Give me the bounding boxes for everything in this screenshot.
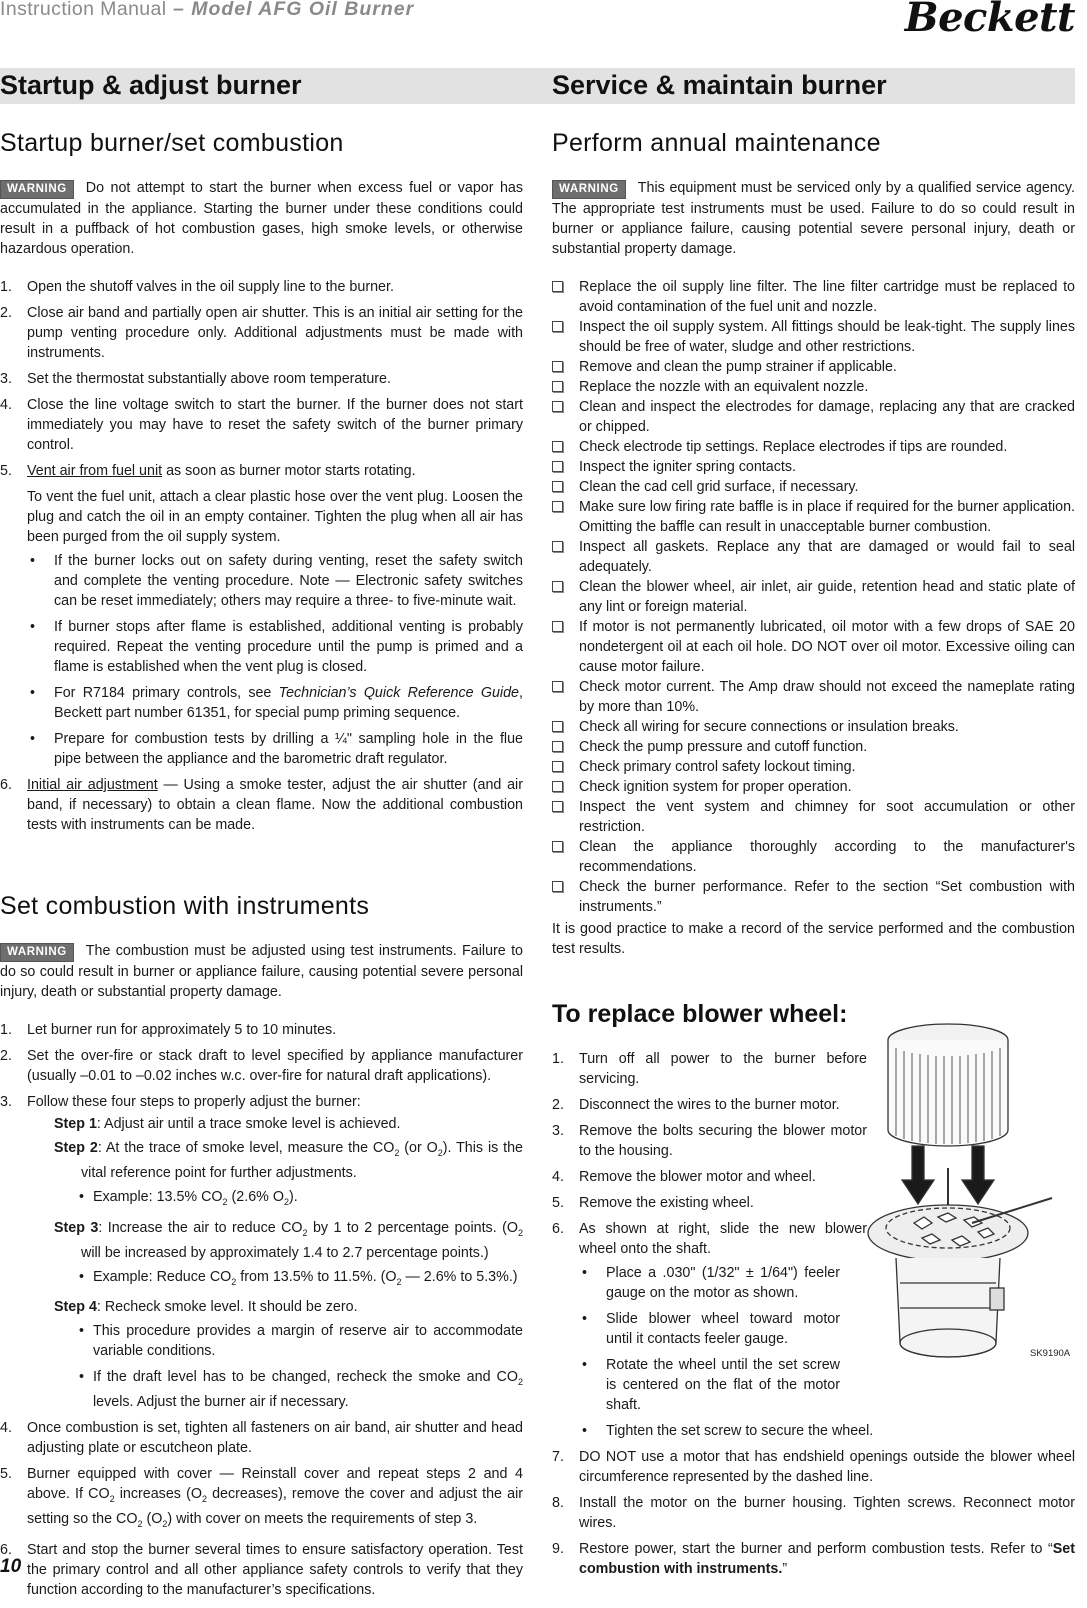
bullet-item: • For R7184 primary controls, see Technician’s Quick Reference Guide, Beckett part number 61351, for special pump priming sequence. <box>30 685 523 721</box>
list-item: 3. Remove the bolts securing the blower motor to the housing. <box>552 1123 867 1159</box>
list-item: 2. Close air band and partially open air shutter. This is an initial air setting for the pump venting procedure only. Additional adjustments must be made with instruments. <box>0 305 523 361</box>
annual-heading: Perform annual maintenance <box>552 129 881 157</box>
page-header <box>0 0 1087 41</box>
left-column <box>0 124 523 1608</box>
checklist-item: Check all wiring for secure connections or insulation breaks. <box>552 717 1075 737</box>
bullet-item: • Prepare for combustion tests by drilling a ¼" sampling hole in the flue pipe between the appliance and the barometric draft regulator. <box>30 731 523 767</box>
checklist-item: Replace the nozzle with an equivalent nozzle. <box>552 377 1075 397</box>
bullet-item: • Example: Reduce $CO_2$ from 13.5% to 11.5%. ($O_2$ — 2.6% to 5.3%.) <box>79 1268 518 1287</box>
bullet-item: • Example: 13.5% $CO_2$ (2.6% $O_2$). <box>79 1188 298 1207</box>
maintenance-note: It is good practice to make a record of the service performed and the combustion test results. <box>552 921 1075 957</box>
warning-badge: WARNING <box>0 180 74 199</box>
checklist-item: Check the burner performance. Refer to the section “Set combustion with instruments.” <box>552 877 1075 917</box>
checkbox-icon <box>552 781 563 792</box>
section-title-right: Service & maintain burner <box>552 70 887 100</box>
annual-warning: WARNING This equipment must be serviced only by a qualified service agency. The appropriate test instruments must be used. Failure to do so could result in burner or appliance failure, causing potential severe personal injury, death or substantial property damage. <box>552 180 1075 257</box>
blower-wheel-illustration <box>852 1018 1076 1363</box>
startup-heading: Startup burner/set combustion <box>0 129 344 157</box>
setcomb-list <box>0 1020 523 1600</box>
checkbox-icon <box>552 581 563 592</box>
checklist-item: Inspect all gaskets. Replace any that are damaged or would fail to seal adequately. <box>552 537 1075 577</box>
startup-list <box>0 277 523 835</box>
list-item: 4. Once combustion is set, tighten all fasteners on air band, air shutter and head adjusting plate or escutcheon plate. <box>0 1420 523 1457</box>
list-item: 8. Install the motor on the burner housing. Tighten screws. Reconnect motor wires. <box>552 1495 1075 1531</box>
checklist-item: Check the pump pressure and cutoff function. <box>552 737 1075 757</box>
checklist-item: Clean the cad cell grid surface, if necessary. <box>552 477 1075 497</box>
bullet-item: • This procedure provides a margin of reserve air to accommodate variable conditions. <box>79 1323 523 1360</box>
page-number: 10 <box>0 1556 22 1577</box>
checklist-item: Clean the blower wheel, air inlet, air guide, retention head and static plate of any lint or foreign material. <box>552 577 1075 617</box>
list-item: 4. Remove the blower motor and wheel. <box>552 1169 816 1185</box>
checklist-item: Inspect the igniter spring contacts. <box>552 457 1075 477</box>
list-item: 7. DO NOT use a motor that has endshield openings outside the blower wheel circumference represented by the dashed line. <box>552 1449 1075 1485</box>
step-4: Step 4: Recheck smoke level. It should be zero. <box>54 1299 358 1316</box>
checkbox-icon <box>552 321 563 332</box>
checkbox-icon <box>552 541 563 552</box>
checkbox-icon <box>552 481 563 492</box>
list-item: 2. Set the over-fire or stack draft to level specified by appliance manufacturer (usually –0.01 to –0.02 inches w.c. over-fire for natural draft applications). <box>0 1048 523 1084</box>
setcomb-warning: WARNING The combustion must be adjusted using test instruments. Failure to do so could result in burner or appliance failure, causing potential severe personal injury, death or substantial property damage. <box>0 943 523 1000</box>
bullet-item: • If burner stops after flame is established, additional venting is probably required. Repeat the venting procedure until the pump is primed and a flame is established when the vent plug is closed. <box>30 619 523 675</box>
step-3: Step 3: Increase the air to reduce $CO_2$ by 1 to 2 percentage points. ($O_2$ will be increased by approximately 1.4 to 2.7 percentage points.) <box>54 1219 523 1261</box>
warning-badge: WARNING <box>552 180 626 199</box>
list-item: 6. Start and stop the burner several times to ensure satisfactory operation. Test the primary control and all other appliance safety controls to verify that they function according to the manufacturer’s specifications. <box>0 1542 523 1599</box>
figure-label: SK9190A <box>1030 1348 1071 1359</box>
maintenance-checklist <box>552 277 1075 917</box>
manual-title: Instruction Manual – Model AFG Oil Burner <box>0 0 415 20</box>
checklist-item: Make sure low firing rate baffle is in place if required for the burner application. Omitting the baffle can result in unacceptable burner combustion. <box>552 497 1075 537</box>
list-item: 5. Vent air from fuel unit as soon as burner motor starts rotating. To vent the fuel unit, attach a clear plastic hose over the vent plug. Loosen the plug and catch the oil in an empty container. Tighten the plug when all air has been purged from the oil supply system. • If the burner locks out on safety during venting, reset the safety switch and complete the venting procedure. Note — Electronic safety switches can be reset immediately; others may require a three- to five-minute wait. • If burner stops after flame is established, additional venting is probably required. Repeat the venting procedure until the pump is primed and a flame is established when the vent plug is closed. • For R7184 primary controls, see Technician’s Quick Reference Guide, Beckett part number 61351, for special pump priming sequence. • Prepare for combustion tests by drilling a ¼" sampling hole in the flue pipe between the appliance and the barometric draft regulator. <box>0 463 523 767</box>
bullet-item: • If the draft level has to be changed, recheck the smoke and $CO_2$ levels. Adjust the burner air if necessary. <box>79 1369 523 1411</box>
bullet-item: • If the burner locks out on safety during venting, reset the safety switch and complete the venting procedure. Note — Electronic safety switches can be reset immediately; others may require a three- to five-minute wait. <box>30 553 523 609</box>
step-1: Step 1: Adjust air until a trace smoke level is achieved. <box>54 1116 401 1132</box>
checklist-item: Check motor current. The Amp draw should not exceed the nameplate rating by more than 10%. <box>552 677 1075 717</box>
bullet-item: • Rotate the wheel until the set screw is centered on the flat of the motor shaft. <box>582 1357 840 1413</box>
step-2: Step 2: At the trace of smoke level, measure the $CO_2$ (or $O_2$). This is the vital reference point for further adjustments. <box>54 1140 524 1181</box>
right-column <box>552 124 1075 1587</box>
list-item: 6. As shown at right, slide the new blower wheel onto the shaft. • Place a .030" (1/32" ± 1/64") feeler gauge on the motor as shown. • Slide blower wheel toward motor until it contacts feeler gauge. • Rotate the wheel until the set screw is centered on the flat of the motor shaft. • Tighten the set screw to secure the wheel. <box>552 1219 867 1441</box>
checklist-item: Replace the oil supply line filter. The line filter cartridge must be replaced to avoid contamination of the fuel unit and nozzle. <box>552 277 1075 317</box>
bullet-item: • Tighten the set screw to secure the wheel. <box>582 1423 874 1439</box>
checklist-item: Inspect the oil supply system. All fittings should be leak-tight. The supply lines should be free of water, sludge and other restrictions. <box>552 317 1075 357</box>
list-item: 3. Set the thermostat substantially above room temperature. <box>0 371 391 387</box>
section-title-left: Startup & adjust burner <box>0 70 302 100</box>
list-item: 9. Restore power, start the burner and perform combustion tests. Refer to “Set combustion with instruments.” <box>552 1541 1075 1577</box>
blower-bullets <box>579 1263 874 1441</box>
vent-bullets <box>27 551 523 769</box>
checkbox-icon <box>552 361 563 372</box>
checklist-item: Remove and clean the pump strainer if applicable. <box>552 357 1075 377</box>
checkbox-icon <box>552 841 563 852</box>
checkbox-icon <box>552 501 563 512</box>
list-item: 2. Disconnect the wires to the burner motor. <box>552 1097 840 1113</box>
checklist-item: Clean and inspect the electrodes for damage, replacing any that are cracked or chipped. <box>552 397 1075 437</box>
checkbox-icon <box>552 801 563 812</box>
checkbox-icon <box>552 621 563 632</box>
list-item: 5. Remove the existing wheel. <box>552 1195 754 1211</box>
checkbox-icon <box>552 881 563 892</box>
checklist-item: Inspect the vent system and chimney for soot accumulation or other restriction. <box>552 797 1075 837</box>
checkbox-icon <box>552 741 563 752</box>
list-item: 4. Close the line voltage switch to start the burner. If the burner does not start immediately you may have to reset the safety switch of the burner primary control. <box>0 397 523 453</box>
checkbox-icon <box>552 761 563 772</box>
list-item: 1. Open the shutoff valves in the oil supply line to the burner. <box>0 279 394 295</box>
checklist-item: Clean the appliance thoroughly according to the manufacturer's recommendations. <box>552 837 1075 877</box>
beckett-logo: Beckett <box>904 0 1075 41</box>
checkbox-icon <box>552 461 563 472</box>
bullet-item: • Slide blower wheel toward motor until it contacts feeler gauge. <box>582 1311 840 1347</box>
list-item: 6. Initial air adjustment — Using a smoke tester, adjust the air shutter (and air band, if necessary) to obtain a clean flame. Now the additional combustion tests with instruments can be made. <box>0 777 523 833</box>
startup-warning: WARNING Do not attempt to start the burner when excess fuel or vapor has accumulated in the appliance. Starting the burner under these conditions could result in a puffback of hot combustion gases, high smoke levels, or otherwise hazardous operation. <box>0 180 523 257</box>
list-item: 5. Burner equipped with cover — Reinstall cover and repeat steps 2 and 4 above. If $CO_2$ increases ($O_2$ decreases), remove the cover and adjust the air setting so the $CO_2$ $(O_2)$ with cover on meets the requirements of step 3. <box>0 1466 524 1530</box>
checklist-item: Check electrode tip settings. Replace electrodes if tips are rounded. <box>552 437 1075 457</box>
list-item: 3. Follow these four steps to properly adjust the burner: Step 1: Adjust air until a trace smoke level is achieved. Step 2: At the trace of smoke level, measure the $CO_2$ (or $O_2$). This is the vital reference point for further adjustments. • Example: 13.5% $CO_2$ (2.6% $O_2$). Step 3: Increase the air to reduce $CO_2$ by 1 to 2 percentage points. ($O_2$ will be increased by approximately 1.4 to 2.7 percentage points.) • Example: Reduce $CO_2$ from 13.5% to 11.5%. ($O_2$ — 2.6% to 5.3%.) Step 4: Recheck smoke level. It should be zero. • This procedure provides a margin of reserve air to accommodate variable conditions. • If the draft level has to be changed, recheck the smoke and $CO_2$ levels. Adjust the burner air if necessary. <box>0 1094 524 1411</box>
checklist-item: If motor is not permanently lubricated, oil motor with a few drops of SAE 20 nondetergent oil at each oil hole. DO NOT over oil motor. Excessive oiling can cause motor failure. <box>552 617 1075 677</box>
list-item: 1. Let burner run for approximately 5 to 10 minutes. <box>0 1022 337 1038</box>
checkbox-icon <box>552 441 563 452</box>
checkbox-icon <box>552 681 563 692</box>
adjust-steps <box>27 1114 523 1412</box>
setcomb-heading: Set combustion with instruments <box>0 892 370 920</box>
blower-heading: To replace blower wheel: <box>552 1000 848 1028</box>
checkbox-icon <box>552 721 563 732</box>
checkbox-icon <box>552 281 563 292</box>
bullet-item: • Place a .030" (1/32" ± 1/64") feeler gauge on the motor as shown. <box>582 1265 840 1301</box>
checklist-item: Check primary control safety lockout timing. <box>552 757 1075 777</box>
warning-badge: WARNING <box>0 943 74 962</box>
checklist-item: Check ignition system for proper operation. <box>552 777 1075 797</box>
list-item: 1. Turn off all power to the burner before servicing. <box>552 1051 867 1087</box>
vent-paragraph: To vent the fuel unit, attach a clear plastic hose over the vent plug. Loosen the plug and catch the oil in an empty container. Tighten the plug when all air has been purged from the oil supply system. <box>27 489 523 545</box>
checkbox-icon <box>552 401 563 412</box>
checkbox-icon <box>552 381 563 392</box>
